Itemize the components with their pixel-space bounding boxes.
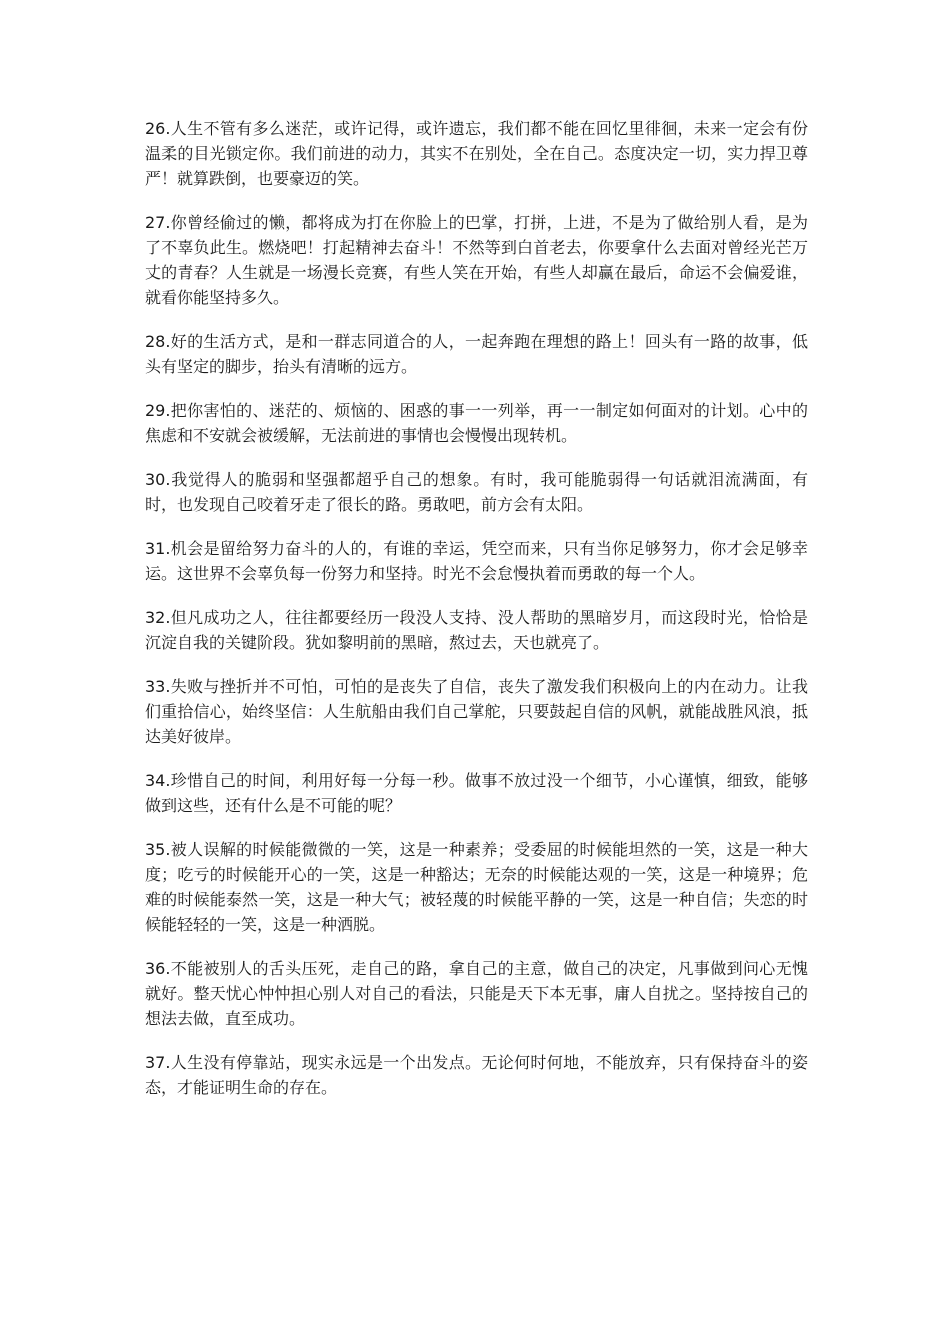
paragraph-33: 33.失败与挫折并不可怕，可怕的是丧失了自信，丧失了激发我们积极向上的内在动力。让我们重拾信心，始终坚信：人生航船由我们自己掌舵，只要鼓起自信的风帆，就能战胜风浪，抵达美好彼岸。 <box>145 677 808 746</box>
paragraph-36: 36.不能被别人的舌头压死，走自己的路，拿自己的主意，做自己的决定，凡事做到问心无愧就好。整天忧心忡忡担心别人对自己的看法，只能是天下本无事，庸人自扰之。坚持按自己的想法去做，直至成功。 <box>145 959 808 1028</box>
paragraph-32: 32.但凡成功之人，往往都要经历一段没人支持、没人帮助的黑暗岁月，而这段时光，恰恰是沉淀自我的关键阶段。犹如黎明前的黑暗，熬过去，天也就亮了。 <box>145 608 808 652</box>
paragraph-34: 34.珍惜自己的时间，利用好每一分每一秒。做事不放过没一个细节，小心谨慎，细致，能够做到这些，还有什么是不可能的呢？ <box>145 771 808 815</box>
paragraph-30: 30.我觉得人的脆弱和坚强都超乎自己的想象。有时，我可能脆弱得一句话就泪流满面，有时，也发现自己咬着牙走了很长的路。勇敢吧，前方会有太阳。 <box>145 470 808 514</box>
paragraph-28: 28.好的生活方式，是和一群志同道合的人，一起奔跑在理想的路上！回头有一路的故事，低头有坚定的脚步，抬头有清晰的远方。 <box>145 332 808 376</box>
document-body <box>145 116 808 1119</box>
paragraph-29: 29.把你害怕的、迷茫的、烦恼的、困惑的事一一列举，再一一制定如何面对的计划。心中的焦虑和不安就会被缓解，无法前进的事情也会慢慢出现转机。 <box>145 401 808 445</box>
paragraph-26: 26.人生不管有多么迷茫，或许记得，或许遗忘，我们都不能在回忆里徘徊，未来一定会有份温柔的目光锁定你。我们前进的动力，其实不在别处，全在自己。态度决定一切，实力捍卫尊严！就算跌倒，也要豪迈的笑。 <box>145 119 808 188</box>
paragraph-27: 27.你曾经偷过的懒，都将成为打在你脸上的巴掌，打拼，上进，不是为了做给别人看，是为了不辜负此生。燃烧吧！打起精神去奋斗！不然等到白首老去，你要拿什么去面对曾经光芒万丈的青春？人生就是一场漫长竞赛，有些人笑在开始，有些人却赢在最后，命运不会偏爱谁，就看你能坚持多久。 <box>145 213 808 307</box>
paragraph-35: 35.被人误解的时候能微微的一笑，这是一种素养；受委屈的时候能坦然的一笑，这是一种大度；吃亏的时候能开心的一笑，这是一种豁达；无奈的时候能达观的一笑，这是一种境界；危难的时候能泰然一笑，这是一种大气；被轻蔑的时候能平静的一笑，这是一种自信；失恋的时候能轻轻的一笑，这是一种洒脱。 <box>145 840 808 934</box>
paragraph-37: 37.人生没有停靠站，现实永远是一个出发点。无论何时何地，不能放弃，只有保持奋斗的姿态，才能证明生命的存在。 <box>145 1053 808 1097</box>
paragraph-31: 31.机会是留给努力奋斗的人的，有谁的幸运，凭空而来，只有当你足够努力，你才会足够幸运。这世界不会辜负每一份努力和坚持。时光不会怠慢执着而勇敢的每一个人。 <box>145 539 808 583</box>
